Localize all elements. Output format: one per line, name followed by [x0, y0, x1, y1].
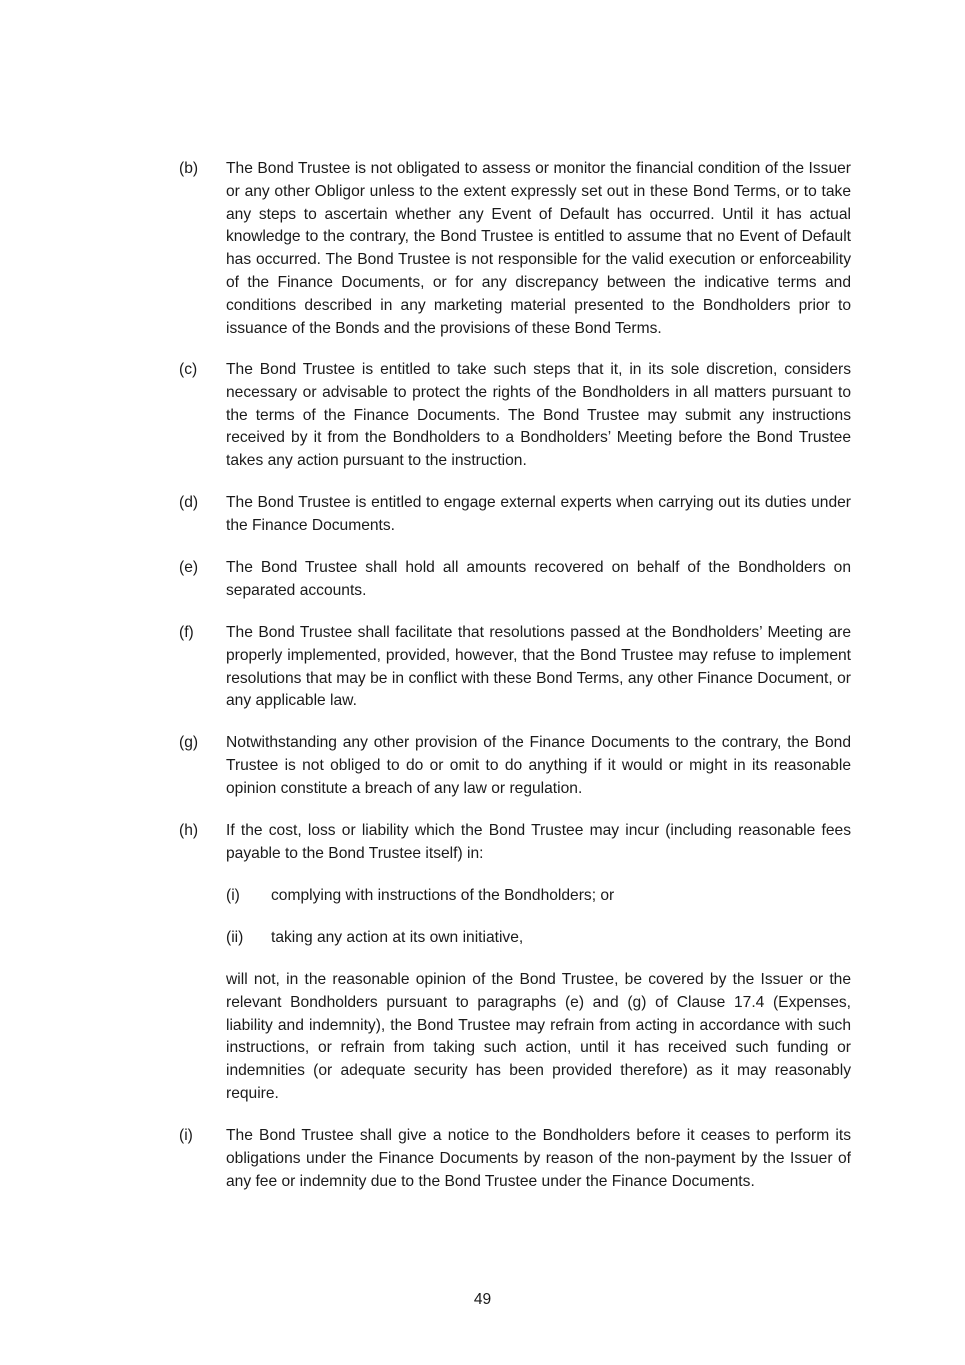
paragraph-text: Notwithstanding any other provision of the Finance Documents to the contrary, the Bond Trustee is not obliged to do or omit to do anything if it would or might in its reasonable opinion constitute a breach of any law or regulation.	[226, 734, 851, 797]
paragraph-h-continuation: will not, in the reasonable opinion of the Bond Trustee, be covered by the Issuer or the relevant Bondholders pursuant to paragraphs (e) and (g) of Clause 17.4 (Expenses, liability and indemnity), the Bond Trustee may refrain from acting in accordance with such instructions, or refrain from taking such action, until it has received such funding or indemnities (or adequate security has been provided therefore) as it may reasonably require.	[226, 971, 851, 1102]
paragraph-label: (e)	[179, 559, 199, 576]
paragraph-text: The Bond Trustee is not obligated to assess or monitor the financial condition of the Issuer or any other Obligor unless to the extent expressly set out in these Bond Terms, or to take any steps to ascertain whether any Event of Default has occurred. Until it has actual knowledge to the contrary, the Bond Trustee is entitled to assume that no Event of Default has occurred. The Bond Trustee is not responsible for the valid execution or enforceability of the Finance Documents, or for any discrepancy between the indicative terms and conditions described in any marketing material presented to the Bondholders prior to issuance of the Bonds and the provisions of these Bond Terms.	[226, 160, 851, 337]
paragraph-text: The Bond Trustee is entitled to take such steps that it, in its sole discretion, considers necessary or advisable to protect the rights of the Bondholders in all matters pursuant to the terms of the Finance Documents. The Bond Trustee may submit any instructions received by it from the Bondholders to a Bondholders’ Meeting before the Bond Trustee takes any action pursuant to the instruction.	[226, 361, 851, 470]
page-number: 49	[473, 1291, 492, 1308]
paragraph-label: (f)	[179, 624, 194, 641]
paragraph-label: (g)	[179, 734, 199, 751]
paragraph-label: (d)	[179, 494, 199, 511]
subitem-ii	[226, 927, 851, 950]
subitem-label: (ii)	[226, 929, 244, 946]
subitem-i	[226, 885, 851, 908]
paragraph-d	[179, 492, 851, 538]
paragraph-i	[179, 1125, 851, 1193]
paragraph-g	[179, 732, 851, 800]
paragraph-text: The Bond Trustee is entitled to engage external experts when carrying out its duties under the Finance Documents.	[226, 494, 851, 534]
paragraph-label: (b)	[179, 160, 199, 177]
paragraph-text: If the cost, loss or liability which the Bond Trustee may incur (including reasonable fees payable to the Bond Trustee itself) in:	[226, 822, 851, 862]
paragraph-c	[179, 359, 851, 473]
paragraph-text: The Bond Trustee shall give a notice to the Bondholders before it ceases to perform its obligations under the Finance Documents by reason of the non-payment by the Issuer of any fee or indemnity due to the Bond Trustee under the Finance Documents.	[226, 1127, 851, 1190]
paragraph-label: (i)	[179, 1127, 193, 1144]
subitem-text: taking any action at its own initiative,	[271, 929, 524, 946]
subitem-label: (i)	[226, 887, 240, 904]
paragraph-h	[179, 820, 851, 866]
paragraph-b	[179, 158, 851, 340]
paragraph-text: The Bond Trustee shall hold all amounts recovered on behalf of the Bondholders on separated accounts.	[226, 559, 851, 599]
paragraph-label: (h)	[179, 822, 199, 839]
paragraph-label: (c)	[179, 361, 198, 378]
paragraph-e	[179, 557, 851, 603]
paragraph-text: The Bond Trustee shall facilitate that resolutions passed at the Bondholders’ Meeting are properly implemented, provided, however, that the Bond Trustee may refuse to implement resolutions that may be in conflict with these Bond Terms, any other Finance Document, or any applicable law.	[226, 624, 851, 710]
subitem-text: complying with instructions of the Bondholders; or	[271, 887, 615, 904]
paragraph-f	[179, 622, 851, 713]
